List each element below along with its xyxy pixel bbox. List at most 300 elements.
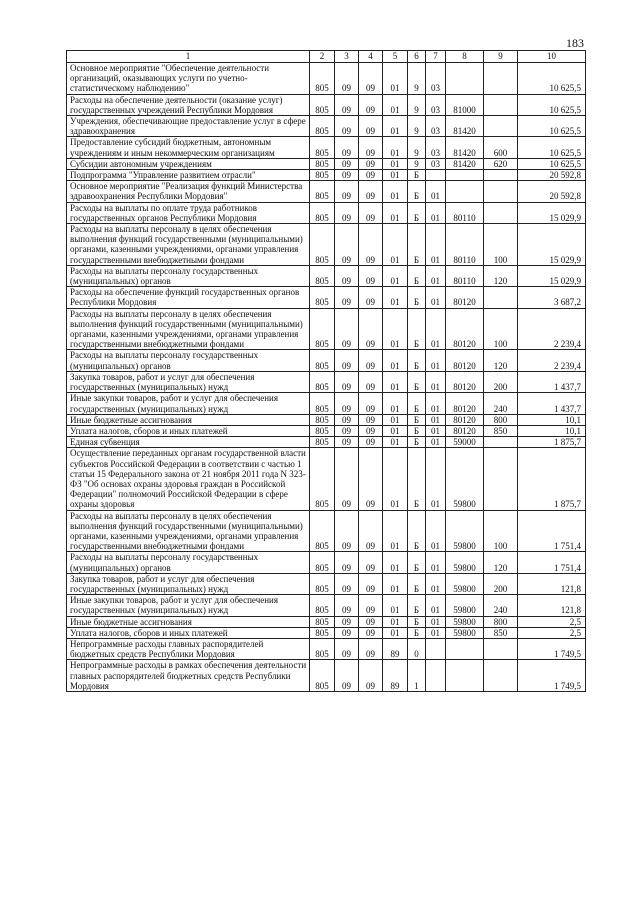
amount-cell: 2,5 xyxy=(518,616,586,627)
code-subprogram-cell: Б xyxy=(408,202,426,223)
table-row xyxy=(67,265,586,286)
code-subsection-cell: 09 xyxy=(359,510,383,552)
code-event-cell: 01 xyxy=(426,371,446,392)
code-direction-cell: 80120 xyxy=(446,425,484,436)
code-event-cell: 01 xyxy=(426,573,446,594)
code-subsection-cell: 09 xyxy=(359,393,383,414)
code-program-cell: 01 xyxy=(383,308,408,350)
code-expense-type-cell: 120 xyxy=(484,350,518,371)
code-direction-cell: 80120 xyxy=(446,371,484,392)
amount-cell: 20 592,8 xyxy=(518,181,586,202)
code-ministry-cell: 805 xyxy=(310,414,335,425)
code-event-cell: 01 xyxy=(426,202,446,223)
code-subprogram-cell: 9 xyxy=(408,63,426,95)
table-row xyxy=(67,116,586,137)
code-event-cell: 03 xyxy=(426,158,446,169)
code-direction-cell xyxy=(446,63,484,95)
code-expense-type-cell: 800 xyxy=(484,616,518,627)
code-ministry-cell: 805 xyxy=(310,202,335,223)
code-expense-type-cell: 240 xyxy=(484,595,518,616)
code-section-cell: 09 xyxy=(335,287,359,308)
code-ministry-cell: 805 xyxy=(310,573,335,594)
code-ministry-cell: 805 xyxy=(310,224,335,266)
code-event-cell: 01 xyxy=(426,287,446,308)
code-ministry-cell: 805 xyxy=(310,287,335,308)
amount-cell: 10,1 xyxy=(518,414,586,425)
code-expense-type-cell: 100 xyxy=(484,224,518,266)
table-row xyxy=(67,448,586,510)
code-section-cell: 09 xyxy=(335,437,359,448)
amount-cell: 1 751,4 xyxy=(518,552,586,573)
code-expense-type-cell: 100 xyxy=(484,510,518,552)
row-name-cell: Расходы на обеспечение функций государственных органов Республики Мордовия xyxy=(67,287,310,308)
amount-cell: 15 029,9 xyxy=(518,265,586,286)
code-expense-type-cell: 200 xyxy=(484,573,518,594)
code-event-cell xyxy=(426,170,446,181)
code-program-cell: 01 xyxy=(383,595,408,616)
row-name-cell: Расходы на выплаты персоналу в целях обеспечения выполнения функций государственными (муниципальными) органами, казенными учреждениями, органами управления государственными внебюджетными фондами xyxy=(67,308,310,350)
code-subprogram-cell: Б xyxy=(408,181,426,202)
code-section-cell: 09 xyxy=(335,265,359,286)
code-program-cell: 01 xyxy=(383,448,408,510)
code-program-cell: 01 xyxy=(383,116,408,137)
code-event-cell: 01 xyxy=(426,616,446,627)
code-event-cell: 01 xyxy=(426,627,446,638)
code-direction-cell: 80120 xyxy=(446,350,484,371)
code-ministry-cell: 805 xyxy=(310,94,335,115)
code-direction-cell: 80110 xyxy=(446,202,484,223)
code-subsection-cell: 09 xyxy=(359,638,383,659)
code-ministry-cell: 805 xyxy=(310,616,335,627)
code-subprogram-cell: Б xyxy=(408,437,426,448)
row-name-cell: Основное мероприятие "Реализация функций Министерства здравоохранения Республики Мордовия" xyxy=(67,181,310,202)
row-name-cell: Иные бюджетные ассигнования xyxy=(67,414,310,425)
code-section-cell: 09 xyxy=(335,94,359,115)
amount-cell: 10 625,5 xyxy=(518,158,586,169)
row-name-cell: Непрограммные расходы в рамках обеспечения деятельности главных распорядителей бюджетных средств Республики Мордовия xyxy=(67,660,310,692)
table-row xyxy=(67,308,586,350)
code-subprogram-cell: Б xyxy=(408,371,426,392)
code-ministry-cell: 805 xyxy=(310,63,335,95)
code-event-cell: 03 xyxy=(426,63,446,95)
row-name-cell: Закупка товаров, работ и услуг для обеспечения государственных (муниципальных) нужд xyxy=(67,573,310,594)
code-expense-type-cell: 800 xyxy=(484,414,518,425)
amount-cell: 15 029,9 xyxy=(518,224,586,266)
code-subsection-cell: 09 xyxy=(359,573,383,594)
code-program-cell: 01 xyxy=(383,393,408,414)
code-ministry-cell: 805 xyxy=(310,158,335,169)
code-direction-cell: 59800 xyxy=(446,616,484,627)
code-expense-type-cell: 200 xyxy=(484,371,518,392)
table-row xyxy=(67,350,586,371)
code-expense-type-cell xyxy=(484,202,518,223)
table-row xyxy=(67,94,586,115)
table-row xyxy=(67,170,586,181)
code-expense-type-cell: 850 xyxy=(484,627,518,638)
code-direction-cell xyxy=(446,170,484,181)
column-header: 9 xyxy=(484,51,518,63)
code-subprogram-cell: 9 xyxy=(408,94,426,115)
code-ministry-cell: 805 xyxy=(310,595,335,616)
code-subsection-cell: 09 xyxy=(359,224,383,266)
code-subsection-cell: 09 xyxy=(359,627,383,638)
page-number: 183 xyxy=(566,36,584,50)
column-header: 8 xyxy=(446,51,484,63)
amount-cell: 1 875,7 xyxy=(518,437,586,448)
code-ministry-cell: 805 xyxy=(310,552,335,573)
amount-cell: 10 625,5 xyxy=(518,137,586,158)
code-ministry-cell: 805 xyxy=(310,265,335,286)
code-subsection-cell: 09 xyxy=(359,63,383,95)
amount-cell: 2 239,4 xyxy=(518,308,586,350)
code-subprogram-cell: Б xyxy=(408,573,426,594)
code-ministry-cell: 805 xyxy=(310,660,335,692)
code-program-cell: 01 xyxy=(383,181,408,202)
code-ministry-cell: 805 xyxy=(310,627,335,638)
code-subsection-cell: 09 xyxy=(359,94,383,115)
code-subsection-cell: 09 xyxy=(359,116,383,137)
code-direction-cell: 81420 xyxy=(446,158,484,169)
code-section-cell: 09 xyxy=(335,224,359,266)
code-expense-type-cell xyxy=(484,448,518,510)
code-subsection-cell: 09 xyxy=(359,137,383,158)
code-ministry-cell: 805 xyxy=(310,350,335,371)
code-program-cell: 01 xyxy=(383,350,408,371)
code-subsection-cell: 09 xyxy=(359,350,383,371)
row-name-cell: Основное мероприятие "Обеспечение деятельности организаций, оказывающих услуги по учетно-статистическому наблюдению" xyxy=(67,63,310,95)
code-section-cell: 09 xyxy=(335,158,359,169)
code-subprogram-cell: Б xyxy=(408,448,426,510)
row-name-cell: Расходы на выплаты персоналу государственных (муниципальных) органов xyxy=(67,350,310,371)
code-section-cell: 09 xyxy=(335,552,359,573)
code-program-cell: 01 xyxy=(383,437,408,448)
amount-cell: 2,5 xyxy=(518,627,586,638)
code-event-cell: 01 xyxy=(426,552,446,573)
amount-cell: 10 625,5 xyxy=(518,63,586,95)
amount-cell: 2 239,4 xyxy=(518,350,586,371)
column-header: 6 xyxy=(408,51,426,63)
code-ministry-cell: 805 xyxy=(310,170,335,181)
code-ministry-cell: 805 xyxy=(310,425,335,436)
code-section-cell: 09 xyxy=(335,638,359,659)
code-subsection-cell: 09 xyxy=(359,425,383,436)
table-row xyxy=(67,437,586,448)
code-subsection-cell: 09 xyxy=(359,287,383,308)
code-expense-type-cell xyxy=(484,170,518,181)
code-section-cell: 09 xyxy=(335,510,359,552)
code-direction-cell: 59000 xyxy=(446,437,484,448)
code-subprogram-cell: Б xyxy=(408,393,426,414)
code-program-cell: 01 xyxy=(383,425,408,436)
code-program-cell: 01 xyxy=(383,170,408,181)
code-program-cell: 01 xyxy=(383,371,408,392)
code-event-cell: 01 xyxy=(426,265,446,286)
table-row xyxy=(67,371,586,392)
column-header: 2 xyxy=(310,51,335,63)
code-ministry-cell: 805 xyxy=(310,510,335,552)
code-subsection-cell: 09 xyxy=(359,265,383,286)
code-section-cell: 09 xyxy=(335,371,359,392)
row-name-cell: Иные бюджетные ассигнования xyxy=(67,616,310,627)
code-subsection-cell: 09 xyxy=(359,202,383,223)
code-expense-type-cell xyxy=(484,116,518,137)
code-program-cell: 01 xyxy=(383,414,408,425)
code-subprogram-cell: Б xyxy=(408,350,426,371)
code-event-cell: 01 xyxy=(426,308,446,350)
code-event-cell: 01 xyxy=(426,448,446,510)
code-direction-cell: 80110 xyxy=(446,265,484,286)
table-header-row xyxy=(67,51,586,63)
column-header: 4 xyxy=(359,51,383,63)
code-subprogram-cell: 9 xyxy=(408,116,426,137)
table-row xyxy=(67,638,586,659)
code-ministry-cell: 805 xyxy=(310,448,335,510)
table-body xyxy=(67,63,586,692)
table-row xyxy=(67,393,586,414)
code-expense-type-cell xyxy=(484,63,518,95)
code-event-cell xyxy=(426,660,446,692)
code-direction-cell: 80120 xyxy=(446,393,484,414)
row-name-cell: Расходы на выплаты персоналу в целях обеспечения выполнения функций государственными (муниципальными) органами, казенными учреждениями, органами управления государственными внебюджетными фондами xyxy=(67,224,310,266)
table-row xyxy=(67,181,586,202)
code-program-cell: 01 xyxy=(383,63,408,95)
row-name-cell: Уплата налогов, сборов и иных платежей xyxy=(67,627,310,638)
code-expense-type-cell: 100 xyxy=(484,308,518,350)
code-program-cell: 01 xyxy=(383,510,408,552)
code-ministry-cell: 805 xyxy=(310,308,335,350)
code-ministry-cell: 805 xyxy=(310,437,335,448)
table-row xyxy=(67,287,586,308)
code-subprogram-cell: Б xyxy=(408,287,426,308)
code-subsection-cell: 09 xyxy=(359,371,383,392)
code-subprogram-cell: 9 xyxy=(408,158,426,169)
row-name-cell: Единая субвенция xyxy=(67,437,310,448)
code-section-cell: 09 xyxy=(335,63,359,95)
code-subprogram-cell: 9 xyxy=(408,137,426,158)
code-subprogram-cell: Б xyxy=(408,224,426,266)
code-direction-cell: 59800 xyxy=(446,510,484,552)
row-name-cell: Подпрограмма "Управление развитием отрасли" xyxy=(67,170,310,181)
code-expense-type-cell xyxy=(484,94,518,115)
code-direction-cell: 80120 xyxy=(446,308,484,350)
amount-cell: 1 437,7 xyxy=(518,393,586,414)
code-subprogram-cell: Б xyxy=(408,616,426,627)
code-event-cell: 01 xyxy=(426,437,446,448)
code-direction-cell xyxy=(446,638,484,659)
code-expense-type-cell xyxy=(484,437,518,448)
column-header: 3 xyxy=(335,51,359,63)
row-name-cell: Расходы на выплаты персоналу государственных (муниципальных) органов xyxy=(67,265,310,286)
column-header: 7 xyxy=(426,51,446,63)
table-row xyxy=(67,202,586,223)
row-name-cell: Учреждения, обеспечивающие предоставление услуг в сфере здравоохранения xyxy=(67,116,310,137)
code-subprogram-cell: Б xyxy=(408,414,426,425)
amount-cell: 1 749,5 xyxy=(518,638,586,659)
code-direction-cell: 80120 xyxy=(446,287,484,308)
code-subsection-cell: 09 xyxy=(359,437,383,448)
code-subsection-cell: 09 xyxy=(359,158,383,169)
code-ministry-cell: 805 xyxy=(310,638,335,659)
code-expense-type-cell: 240 xyxy=(484,393,518,414)
code-subsection-cell: 09 xyxy=(359,448,383,510)
code-event-cell: 01 xyxy=(426,350,446,371)
column-header: 1 xyxy=(67,51,310,63)
code-program-cell: 01 xyxy=(383,158,408,169)
code-section-cell: 09 xyxy=(335,202,359,223)
code-ministry-cell: 805 xyxy=(310,181,335,202)
code-program-cell: 01 xyxy=(383,265,408,286)
code-subprogram-cell: Б xyxy=(408,265,426,286)
code-direction-cell: 81420 xyxy=(446,116,484,137)
amount-cell: 10 625,5 xyxy=(518,116,586,137)
code-program-cell: 01 xyxy=(383,137,408,158)
code-program-cell: 89 xyxy=(383,638,408,659)
code-section-cell: 09 xyxy=(335,181,359,202)
code-subprogram-cell: 1 xyxy=(408,660,426,692)
code-subprogram-cell: Б xyxy=(408,552,426,573)
code-section-cell: 09 xyxy=(335,308,359,350)
amount-cell: 20 592,8 xyxy=(518,170,586,181)
budget-table xyxy=(66,50,586,692)
column-header: 10 xyxy=(518,51,586,63)
code-subprogram-cell: Б xyxy=(408,170,426,181)
code-ministry-cell: 805 xyxy=(310,393,335,414)
table-row xyxy=(67,63,586,95)
code-section-cell: 09 xyxy=(335,660,359,692)
code-section-cell: 09 xyxy=(335,170,359,181)
code-direction-cell: 59800 xyxy=(446,627,484,638)
code-program-cell: 89 xyxy=(383,660,408,692)
table-row xyxy=(67,627,586,638)
code-expense-type-cell xyxy=(484,638,518,659)
code-ministry-cell: 805 xyxy=(310,371,335,392)
code-subprogram-cell: Б xyxy=(408,627,426,638)
table-row xyxy=(67,224,586,266)
code-subsection-cell: 09 xyxy=(359,552,383,573)
code-event-cell: 01 xyxy=(426,181,446,202)
code-program-cell: 01 xyxy=(383,224,408,266)
code-event-cell: 01 xyxy=(426,224,446,266)
amount-cell: 1 749,5 xyxy=(518,660,586,692)
code-event-cell: 01 xyxy=(426,510,446,552)
code-subsection-cell: 09 xyxy=(359,414,383,425)
code-subsection-cell: 09 xyxy=(359,170,383,181)
code-expense-type-cell xyxy=(484,181,518,202)
code-expense-type-cell xyxy=(484,660,518,692)
code-direction-cell: 59800 xyxy=(446,595,484,616)
code-section-cell: 09 xyxy=(335,573,359,594)
amount-cell: 1 437,7 xyxy=(518,371,586,392)
code-program-cell: 01 xyxy=(383,287,408,308)
code-direction-cell: 80120 xyxy=(446,414,484,425)
code-event-cell: 01 xyxy=(426,393,446,414)
table-row xyxy=(67,552,586,573)
row-name-cell: Расходы на выплаты персоналу государственных (муниципальных) органов xyxy=(67,552,310,573)
code-section-cell: 09 xyxy=(335,627,359,638)
code-section-cell: 09 xyxy=(335,393,359,414)
code-event-cell: 03 xyxy=(426,94,446,115)
code-subsection-cell: 09 xyxy=(359,616,383,627)
row-name-cell: Осуществление переданных органам государственной власти субъектов Российской Федерации в соответствии с частью 1 статьи 15 Федерального закона от 21 ноября 2011 года N 323-ФЗ "Об основах охраны здоровья граждан в Российской Федерации" полномочий Российской Федерации в сфере охраны здоровья xyxy=(67,448,310,510)
row-name-cell: Расходы на выплаты персоналу в целях обеспечения выполнения функций государственными (муниципальными) органами, казенными учреждениями, органами управления государственными внебюджетными фондами xyxy=(67,510,310,552)
code-direction-cell xyxy=(446,181,484,202)
code-ministry-cell: 805 xyxy=(310,137,335,158)
table-row xyxy=(67,660,586,692)
code-section-cell: 09 xyxy=(335,595,359,616)
code-event-cell: 01 xyxy=(426,425,446,436)
code-section-cell: 09 xyxy=(335,448,359,510)
code-direction-cell: 80110 xyxy=(446,224,484,266)
row-name-cell: Субсидии автономным учреждениям xyxy=(67,158,310,169)
amount-cell: 15 029,9 xyxy=(518,202,586,223)
row-name-cell: Иные закупки товаров, работ и услуг для обеспечения государственных (муниципальных) нужд xyxy=(67,595,310,616)
table-row xyxy=(67,425,586,436)
code-direction-cell: 81420 xyxy=(446,137,484,158)
code-section-cell: 09 xyxy=(335,137,359,158)
code-subprogram-cell: 0 xyxy=(408,638,426,659)
code-event-cell: 01 xyxy=(426,595,446,616)
amount-cell: 10,1 xyxy=(518,425,586,436)
row-name-cell: Предоставление субсидий бюджетным, автономным учреждениям и иным некоммерческим организациям xyxy=(67,137,310,158)
code-expense-type-cell: 120 xyxy=(484,265,518,286)
code-expense-type-cell: 850 xyxy=(484,425,518,436)
table-row xyxy=(67,595,586,616)
table-row xyxy=(67,137,586,158)
code-program-cell: 01 xyxy=(383,573,408,594)
column-header: 5 xyxy=(383,51,408,63)
code-section-cell: 09 xyxy=(335,425,359,436)
code-subprogram-cell: Б xyxy=(408,595,426,616)
table-row xyxy=(67,158,586,169)
amount-cell: 10 625,5 xyxy=(518,94,586,115)
code-ministry-cell: 805 xyxy=(310,116,335,137)
code-direction-cell: 59800 xyxy=(446,552,484,573)
amount-cell: 1 875,7 xyxy=(518,448,586,510)
amount-cell: 121,8 xyxy=(518,595,586,616)
row-name-cell: Непрограммные расходы главных распорядителей бюджетных средств Республики Мордовия xyxy=(67,638,310,659)
code-expense-type-cell: 120 xyxy=(484,552,518,573)
row-name-cell: Иные закупки товаров, работ и услуг для обеспечения государственных (муниципальных) нужд xyxy=(67,393,310,414)
code-subsection-cell: 09 xyxy=(359,181,383,202)
row-name-cell: Расходы на выплаты по оплате труда работников государственных органов Республики Мордовия xyxy=(67,202,310,223)
code-direction-cell: 81000 xyxy=(446,94,484,115)
code-subprogram-cell: Б xyxy=(408,510,426,552)
amount-cell: 3 687,2 xyxy=(518,287,586,308)
code-event-cell: 01 xyxy=(426,414,446,425)
code-section-cell: 09 xyxy=(335,350,359,371)
code-subprogram-cell: Б xyxy=(408,425,426,436)
code-event-cell xyxy=(426,638,446,659)
code-program-cell: 01 xyxy=(383,616,408,627)
row-name-cell: Расходы на обеспечение деятельности (оказание услуг) государственных учреждений Республики Мордовия xyxy=(67,94,310,115)
amount-cell: 121,8 xyxy=(518,573,586,594)
code-expense-type-cell: 620 xyxy=(484,158,518,169)
code-subsection-cell: 09 xyxy=(359,308,383,350)
code-event-cell: 03 xyxy=(426,137,446,158)
row-name-cell: Закупка товаров, работ и услуг для обеспечения государственных (муниципальных) нужд xyxy=(67,371,310,392)
code-program-cell: 01 xyxy=(383,202,408,223)
code-direction-cell xyxy=(446,660,484,692)
code-program-cell: 01 xyxy=(383,94,408,115)
code-section-cell: 09 xyxy=(335,116,359,137)
code-direction-cell: 59800 xyxy=(446,573,484,594)
code-section-cell: 09 xyxy=(335,414,359,425)
code-program-cell: 01 xyxy=(383,627,408,638)
code-subsection-cell: 09 xyxy=(359,595,383,616)
table-row xyxy=(67,573,586,594)
table-row xyxy=(67,510,586,552)
code-event-cell: 03 xyxy=(426,116,446,137)
